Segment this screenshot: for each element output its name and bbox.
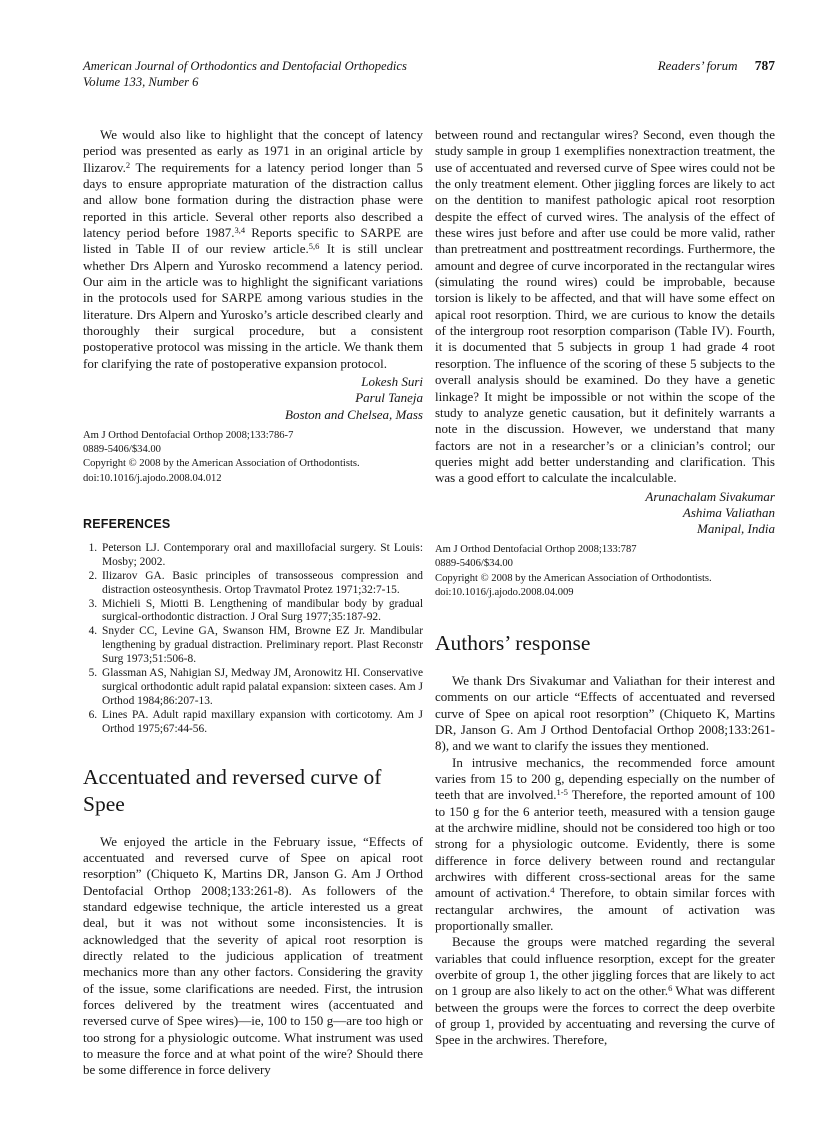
signature-author: Ashima Valiathan (682, 504, 775, 520)
reference-item: 2. Ilizarov GA. Basic principles of transosseous compression and distraction osteosynthesis. Ortop Travmatol Protez 1971;32:7-15. (100, 570, 423, 598)
credit-doi: doi:10.1016/j.ajodo.2008.04.012 (83, 472, 222, 484)
page-number: 787 (754, 58, 775, 73)
signature-location: Manipal, India (697, 520, 775, 536)
signature-author: Arunachalam Sivakumar (645, 488, 775, 504)
spee-letter-paragraph-part1: We enjoyed the article in the February issue, “Effects of accentuated and reversed curve of Spee on apical root resorption” (Chiqueto K, Martins DR, Janson G. Am J Orthod Dentofacial Orthop 2008;133:261-8). As followers of the standard edgewise technique, the article interested us a great deal, but it was not without some inconsistencies. It is acknowledged that the severity of apical root resorption is directly related to the judicious application of treatment mechanics more than any other factors. Considering the gravity of the issue, some clarifications are needed. First, the intrusion forces delivered by the treatment wires (accentuated and reversed curve of Spee wires)—ie, 100 to 150 g—are too high or too strong for a physiologic outcome. What instrument was used to measure the force and at what point of the wire? Should there be some difference in force delivery (83, 833, 423, 1078)
credit-citation: Am J Orthod Dentofacial Orthop 2008;133:786-7 (83, 429, 294, 441)
credit-copyright: Copyright © 2008 by the American Association of Orthodontists. (83, 458, 360, 470)
sarpe-credit-block (83, 429, 423, 486)
reference-item: 3. Michieli S, Miotti B. Lengthening of mandibular body by gradual surgical-orthodontic distraction. J Oral Surg 1977;35:187-92. (100, 598, 423, 626)
spee-credit-block (435, 543, 775, 600)
signature-location: Boston and Chelsea, Mass (285, 406, 423, 422)
credit-doi: doi:10.1016/j.ajodo.2008.04.009 (435, 587, 574, 599)
volume-line: Volume 133, Number 6 (83, 75, 199, 89)
authors-response-paragraph-3: Because the groups were matched regarding the several variables that could influence resorption, except for the greater overbite of group 1, the other jiggling forces that are likely to act on 1 group are also likely to act on the other.$^6$ What was different between the groups were the forces to correct the deep overbite of group 1, provided by accentuating and reversing the curve of Spee in the archwires. Therefore, (435, 934, 775, 1048)
spee-letter-paragraph-part2: between round and rectangular wires? Second, even though the study sample in group 1 exemplifies nonextraction treatment, the use of accentuated and reversed curve of Spee wires could not be the only treatment element. Other jiggling forces are likely to act on the dentition to manifest pathologic apical root resorption despite the effect of curved wires. The analysis of the effect of these wires just before and after use could be more valid, rather than pretreatment and posttreatment recordings. Furthermore, the amount and degree of curve incorporated in the rectangular wires (simulating the round wires) could be improbable, because torsion is likely to be affected, and that will have some effect on apical root resorption. Third, we are curious to know the details of the intergroup root resorption comparison (Table IV). Fourth, it is documented that 5 subjects in group 1 had grade 4 root resorption. The influence of the scoring of these 5 subjects to the overall analysis should be examined. Do they have a genetic linkage? It might be impossible or not within the scope of the study to analyze genetic causation, but it definitely warrants a note in the discussion. However, we understand that many factors are not in a researcher’s or a clinician’s control; our queries might add better understanding and clarification. This was a good effort to calculate the incalculable. (435, 127, 775, 486)
spee-letter-title: Accentuated and reversed curve of Spee (83, 764, 382, 817)
running-head-left (83, 58, 407, 90)
section-name: Readers’ forum (657, 58, 738, 73)
references-list (83, 542, 423, 737)
reference-item: 5. Glassman AS, Nahigian SJ, Medway JM, Aronowitz HI. Conservative surgical orthodontic adult rapid palatal expansion: sixteen cases. Am J Orthod 1984;86:207-13. (100, 667, 423, 709)
right-column (435, 127, 775, 1079)
spee-signature (435, 489, 775, 538)
running-head-right (658, 58, 775, 74)
authors-response-title: Authors’ response (435, 631, 591, 656)
credit-issn: 0889-5406/$34.00 (435, 558, 513, 570)
reference-item: 1. Peterson LJ. Contemporary oral and maxillofacial surgery. St Louis: Mosby; 2002. (100, 542, 423, 570)
journal-title: American Journal of Orthodontics and Dentofacial Orthopedics (83, 59, 407, 73)
authors-response-paragraph-2: In intrusive mechanics, the recommended force amount varies from 15 to 200 g, depending especially on the number of teeth that are involved.$^{1-5}$ Therefore, the reported amount of 100 to 150 g for the 6 anterior teeth, measured with a tension gauge at the archwire midline, should not be considered too high or too strong for a physiologic outcome. Evidently, there is some difference in force delivery between round and rectangular archwires with different cross-sectional areas for the same amount of activation.$^4$ Therefore, to obtain similar forces with rectangular archwires, the amount of activation was proportionally smaller. (435, 754, 775, 934)
reference-item: 6. Lines PA. Adult rapid maxillary expansion with corticotomy. Am J Orthod 1975;67:44-56. (100, 709, 423, 737)
references-heading: REFERENCES (83, 516, 171, 531)
credit-copyright: Copyright © 2008 by the American Association of Orthodontists. (435, 572, 712, 584)
sarpe-letter-paragraph: We would also like to highlight that the concept of latency period was presented as early as 1971 in an original article by Ilizarov.$^2$ The requirements for a latency period longer than 5 days to ensure appropriate maturation of the distraction callus and allow bone formation during the distraction phase were reported in this article. Several other reports also described a latency period before 1987.$^{3,4}$ Reports specific to SARPE are listed in Table II of our review article.$^{5,6}$ It is still unclear whether Drs Alpern and Yurosko recommend a latency period. Our aim in the article was to highlight the significant variations in the protocols used for SARPE among various studies in the literature. Drs Alpern and Yurosko’s article described clearly and thoroughly their surgical procedure, but a consistent postoperative protocol was missing in the article. We thank them for clarifying the rate of postoperative expansion protocol. (83, 127, 423, 371)
sarpe-signature (83, 374, 423, 423)
credit-citation: Am J Orthod Dentofacial Orthop 2008;133:787 (435, 544, 637, 556)
authors-response-paragraph-1: We thank Drs Sivakumar and Valiathan for their interest and comments on our article “Effects of accentuated and reversed curve of Spee on apical root resorption” (Chiqueto K, Martins DR, Janson G. Am J Orthod Dentofacial Orthop 2008;133:261-8), and we want to clarify the issues they mentioned. (435, 672, 775, 754)
two-column-body (83, 127, 775, 1079)
credit-issn: 0889-5406/$34.00 (83, 444, 161, 456)
reference-item: 4. Snyder CC, Levine GA, Swanson HM, Browne EZ Jr. Mandibular lengthening by gradual distraction. Preliminary report. Plast Reconstr Surg 1973;51:506-8. (100, 625, 423, 667)
signature-author: Lokesh Suri (361, 374, 423, 390)
signature-author: Parul Taneja (355, 390, 423, 406)
page-header (83, 58, 775, 90)
left-column (83, 127, 423, 1079)
